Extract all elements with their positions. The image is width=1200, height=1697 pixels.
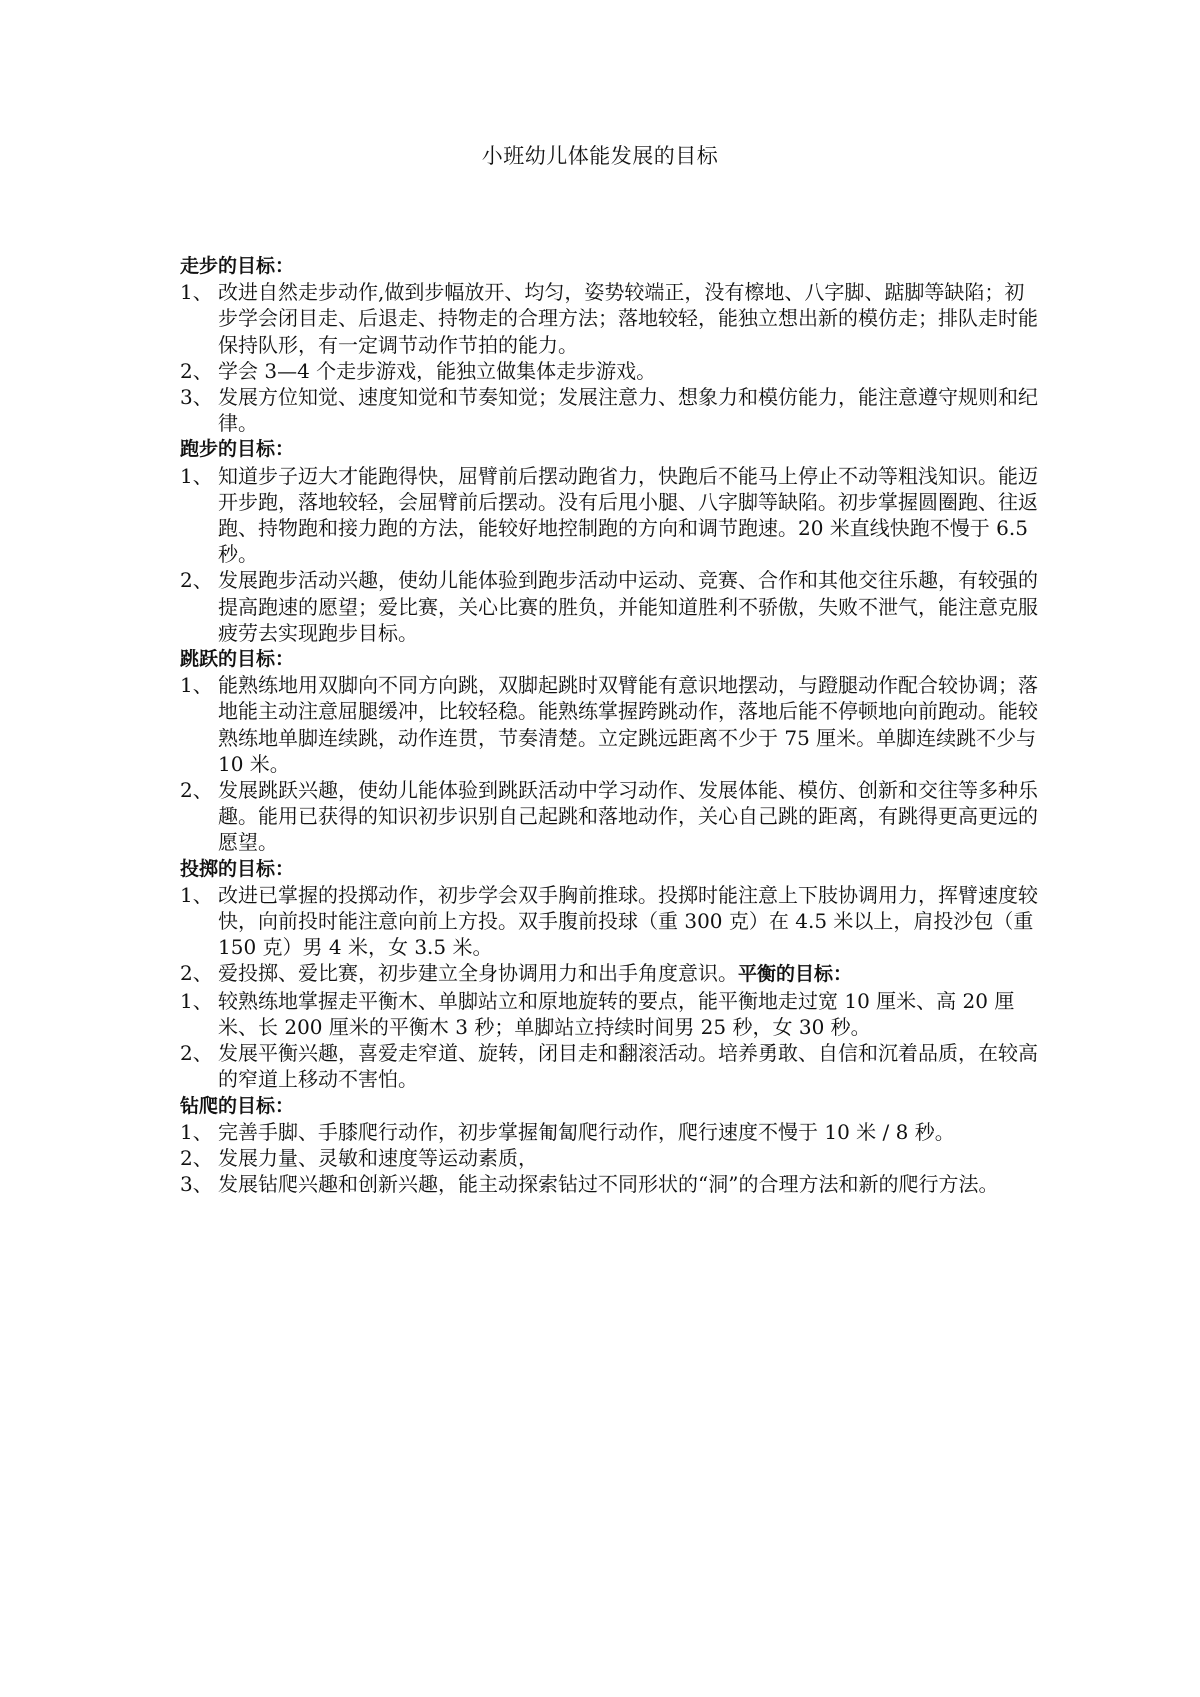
item-text: 较熟练地掌握走平衡木、单脚站立和原地旋转的要点，能平衡地走过宽 10 厘米、高 20 厘米、长 200 厘米的平衡木 3 秒；单脚站立持续时间男 25 秒，女 30 秒。 bbox=[218, 988, 1015, 1039]
item-text: 发展跳跃兴趣，使幼儿能体验到跳跃活动中学习动作、发展体能、模仿、创新和交往等多种乐趣。能用已获得的知识初步识别自己起跳和落地动作，关心自己跳的距离，有跳得更高更远的愿望。 bbox=[218, 778, 1038, 855]
item-number: 2、 bbox=[180, 1145, 213, 1170]
item-number: 2、 bbox=[180, 358, 213, 383]
list-item bbox=[180, 1040, 1038, 1092]
item-number: 3、 bbox=[180, 385, 213, 410]
list-item bbox=[180, 960, 1038, 987]
page-title: 小班幼儿体能发展的目标 bbox=[481, 144, 719, 168]
section-heading-throwing: 投掷的目标： bbox=[180, 857, 295, 880]
item-text: 爱投掷、爱比赛，初步建立全身协调用力和出手角度意识。 bbox=[218, 961, 738, 986]
item-number: 2、 bbox=[180, 961, 213, 986]
list-item bbox=[180, 777, 1038, 856]
list-item bbox=[180, 384, 1038, 436]
section-heading-running: 跑步的目标： bbox=[180, 438, 295, 461]
section-heading-jumping: 跳跃的目标： bbox=[180, 648, 295, 671]
list-item bbox=[180, 358, 1038, 384]
item-number: 2、 bbox=[180, 1041, 213, 1066]
item-number: 1、 bbox=[180, 882, 213, 907]
item-text: 发展平衡兴趣，喜爱走窄道、旋转，闭目走和翻滚活动。培养勇敢、自信和沉着品质，在较高的窄道上移动不害怕。 bbox=[218, 1041, 1038, 1092]
item-number: 1、 bbox=[180, 988, 213, 1013]
item-number: 3、 bbox=[180, 1172, 213, 1197]
item-number: 2、 bbox=[180, 568, 213, 593]
item-number: 1、 bbox=[180, 1119, 213, 1144]
list-item bbox=[180, 1171, 1038, 1197]
section-heading-crawling: 钻爬的目标： bbox=[180, 1094, 295, 1117]
section-heading-balance: 平衡的目标： bbox=[738, 963, 853, 986]
item-text: 知道步子迈大才能跑得快，屈臂前后摆动跑省力，快跑后不能马上停止不动等粗浅知识。能迈开步跑，落地较轻，会屈臂前后摆动。没有后甩小腿、八字脚等缺陷。初步掌握圆圈跑、往返跑、持物跑和接力跑的方法，能较好地控制跑的方向和调节跑速。20 米直线快跑不慢于 6.5 秒。 bbox=[218, 463, 1038, 567]
item-number: 1、 bbox=[180, 673, 213, 698]
list-item bbox=[180, 1119, 1038, 1145]
item-text: 学会 3—4 个走步游戏，能独立做集体走步游戏。 bbox=[218, 358, 657, 383]
list-item bbox=[180, 567, 1038, 646]
item-number: 2、 bbox=[180, 778, 213, 803]
item-number: 1、 bbox=[180, 280, 213, 305]
list-item bbox=[180, 988, 1038, 1040]
item-number: 1、 bbox=[180, 463, 213, 488]
list-item bbox=[180, 1145, 1038, 1171]
list-item bbox=[180, 279, 1038, 358]
item-text: 发展跑步活动兴趣，使幼儿能体验到跑步活动中运动、竞赛、合作和其他交往乐趣，有较强的提高跑速的愿望；爱比赛，关心比赛的胜负，并能知道胜利不骄傲，失败不泄气，能注意克服疲劳去实现跑步目标。 bbox=[218, 568, 1038, 645]
list-item bbox=[180, 882, 1038, 961]
item-text: 改进已掌握的投掷动作，初步学会双手胸前推球。投掷时能注意上下肢协调用力，挥臂速度较快，向前投时能注意向前上方投。双手腹前投球（重 300 克）在 4.5 米以上，肩投沙包（重 150 克）男 4 米，女 3.5 米。 bbox=[218, 882, 1038, 960]
item-text: 完善手脚、手膝爬行动作，初步掌握匍匐爬行动作，爬行速度不慢于 10 米 / 8 秒。 bbox=[218, 1119, 955, 1144]
item-text: 发展钻爬兴趣和创新兴趣，能主动探索钻过不同形状的“洞”的合理方法和新的爬行方法。 bbox=[218, 1172, 999, 1197]
list-item bbox=[180, 463, 1038, 568]
document-body bbox=[180, 253, 1038, 1197]
list-item bbox=[180, 672, 1038, 777]
item-text: 发展方位知觉、速度知觉和节奏知觉；发展注意力、想象力和模仿能力，能注意遵守规则和纪律。 bbox=[218, 385, 1038, 436]
item-text: 能熟练地用双脚向不同方向跳，双脚起跳时双臂能有意识地摆动，与蹬腿动作配合较协调；落地能主动注意屈腿缓冲，比较轻稳。能熟练掌握跨跳动作，落地后能不停顿地向前跑动。能较熟练地单脚连续跳，动作连贯，节奏清楚。立定跳远距离不少于 75 厘米。单脚连续跳不少与 10 米。 bbox=[218, 673, 1038, 776]
item-text: 改进自然走步动作,做到步幅放开、均匀，姿势较端正，没有檫地、八字脚、踮脚等缺陷；初步学会闭目走、后退走、持物走的合理方法；落地较轻，能独立想出新的模仿走；排队走时能保持队形，有一定调节动作节拍的能力。 bbox=[218, 280, 1038, 357]
section-heading-walking: 走步的目标： bbox=[180, 255, 295, 277]
item-text: 发展力量、灵敏和速度等运动素质， bbox=[218, 1145, 538, 1170]
